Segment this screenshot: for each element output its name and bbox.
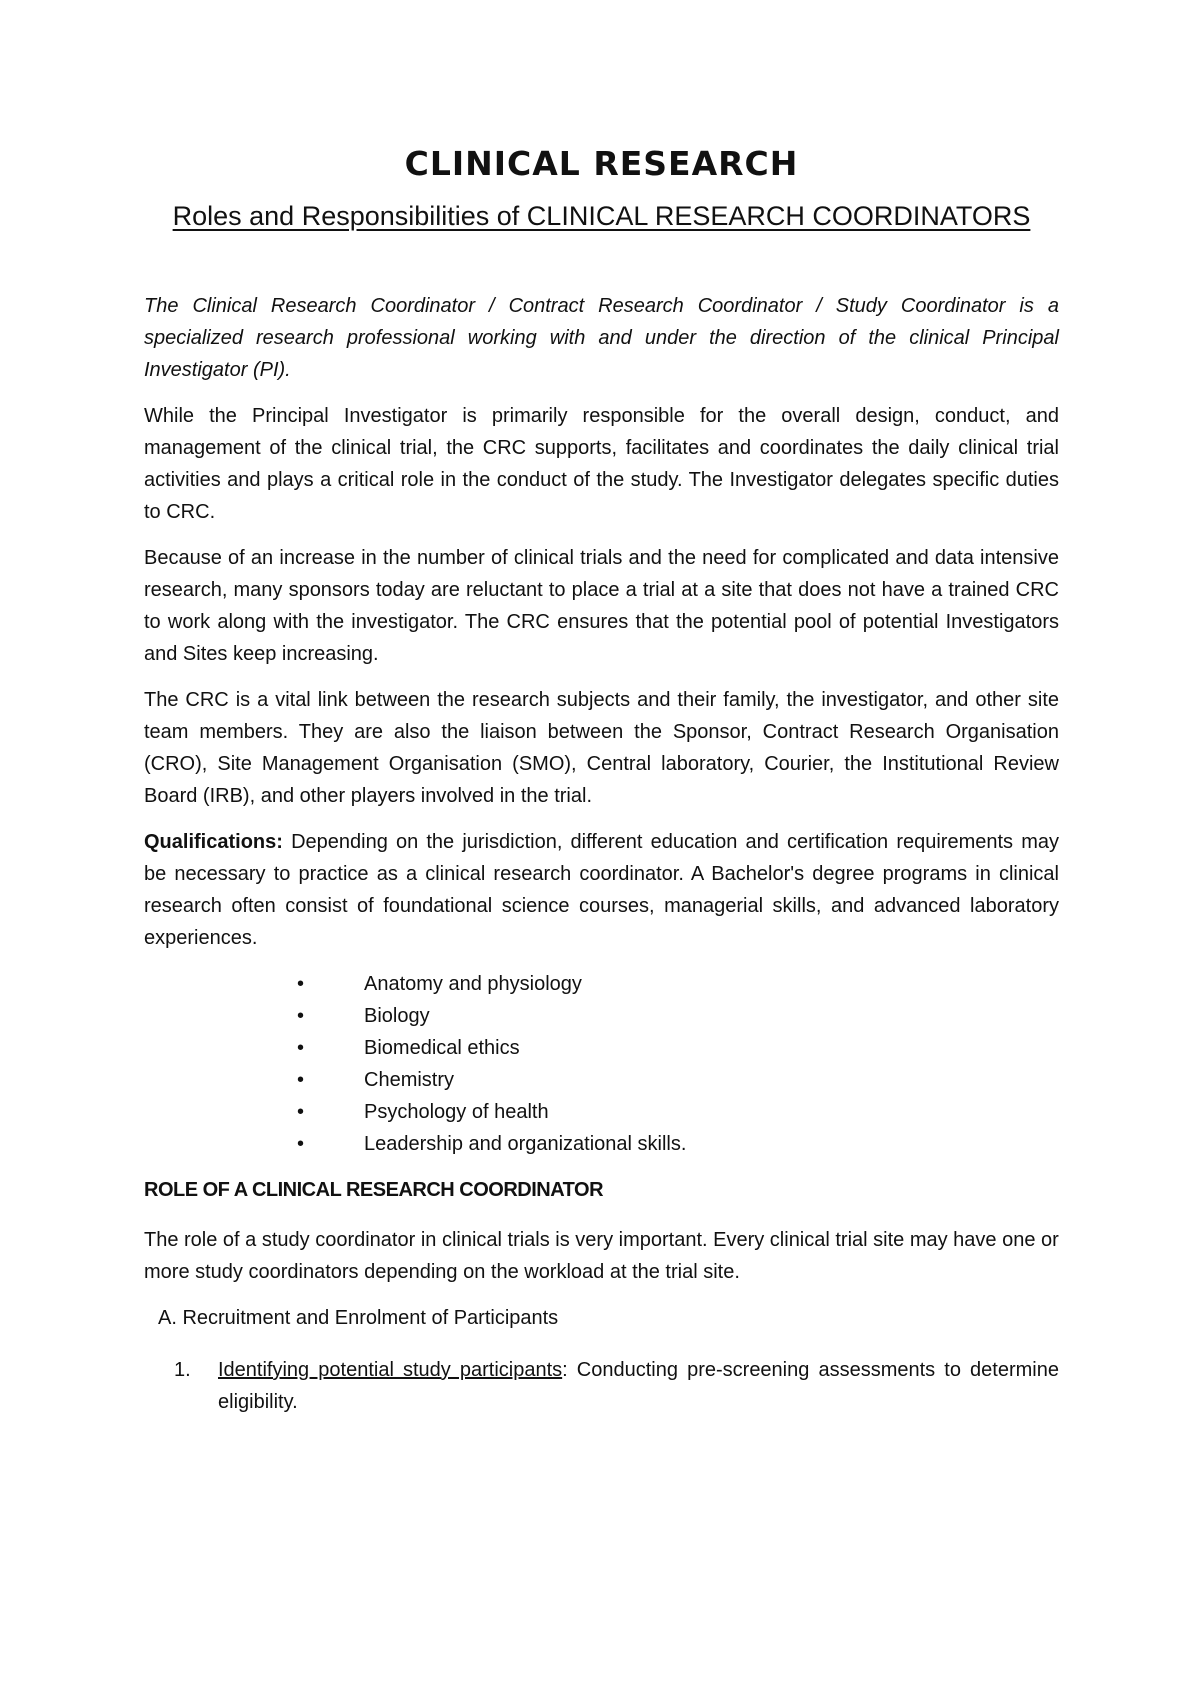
list-item [144, 1096, 1059, 1128]
numbered-item-number: 1. [174, 1359, 191, 1381]
list-item [144, 1128, 1059, 1160]
paragraph-sponsors: Because of an increase in the number of clinical trials and the need for complicated and data intensive research, many sponsors today are reluctant to place a trial at a site that does not have a trained CRC to work along with the investigator. The CRC ensures that the potential pool of potential Investigators and Sites keep increasing. [144, 547, 1059, 665]
bullet-icon: • [297, 1133, 305, 1155]
paragraph-pi-role: While the Principal Investigator is primarily responsible for the overall design, conduct, and management of the clinical trial, the CRC supports, facilitates and coordinates the daily clinical trial activities and plays a critical role in the conduct of the study. The Investigator delegates specific duties to CRC. [144, 405, 1059, 523]
document-title: CLINICAL RESEARCH [404, 144, 799, 183]
paragraph-vital-link: The CRC is a vital link between the research subjects and their family, the investigator, and other site team members. They are also the liaison between the Sponsor, Contract Research Organisation (CRO), Site Management Organisation (SMO), Central laboratory, Courier, the Institutional Review Board (IRB), and other players involved in the trial. [144, 689, 1059, 807]
intro-paragraph: The Clinical Research Coordinator / Contract Research Coordinator / Study Coordinator is a specialized research professional working with and under the direction of the clinical Principal Investigator (PI). [144, 295, 1059, 381]
list-item [144, 1064, 1059, 1096]
list-item [144, 1000, 1059, 1032]
list-item-text: Psychology of health [364, 1101, 549, 1123]
role-paragraph: The role of a study coordinator in clinical trials is very important. Every clinical trial site may have one or more study coordinators depending on the workload at the trial site. [144, 1229, 1059, 1283]
bullet-icon: • [297, 1101, 305, 1123]
qualifications-paragraph [144, 826, 1059, 954]
recruitment-sub-heading: A. Recruitment and Enrolment of Participants [158, 1307, 559, 1329]
list-item-text: Biology [364, 1005, 430, 1027]
document-body [144, 140, 1059, 1438]
qualifications-label: Qualifications: [144, 831, 283, 853]
bullet-icon: • [297, 1037, 305, 1059]
qualification-subjects-list [144, 968, 1059, 1160]
numbered-item-text: : Conducting pre-screening assessments to determine eligibility. [218, 1359, 1059, 1413]
list-item [144, 968, 1059, 1000]
numbered-item [144, 1354, 1059, 1418]
qualifications-text: Depending on the jurisdiction, different education and certification requirements may be necessary to practice as a clinical research coordinator. A Bachelor's degree programs in clinical research often consist of foundational science courses, managerial skills, and advanced laboratory experiences. [144, 831, 1059, 949]
bullet-icon: • [297, 1069, 305, 1091]
list-item-text: Biomedical ethics [364, 1037, 520, 1059]
bullet-icon: • [297, 1005, 305, 1027]
list-item-text: Chemistry [364, 1069, 455, 1091]
list-item-text: Anatomy and physiology [364, 973, 582, 995]
list-item-text: Leadership and organizational skills. [364, 1133, 687, 1155]
document-subtitle: Roles and Responsibilities of CLINICAL RESEARCH COORDINATORS [172, 201, 1031, 231]
role-section-heading: ROLE OF A CLINICAL RESEARCH COORDINATOR [144, 1179, 604, 1201]
list-item [144, 1032, 1059, 1064]
numbered-item-label: Identifying potential study participants [218, 1359, 563, 1381]
bullet-icon: • [297, 973, 305, 995]
